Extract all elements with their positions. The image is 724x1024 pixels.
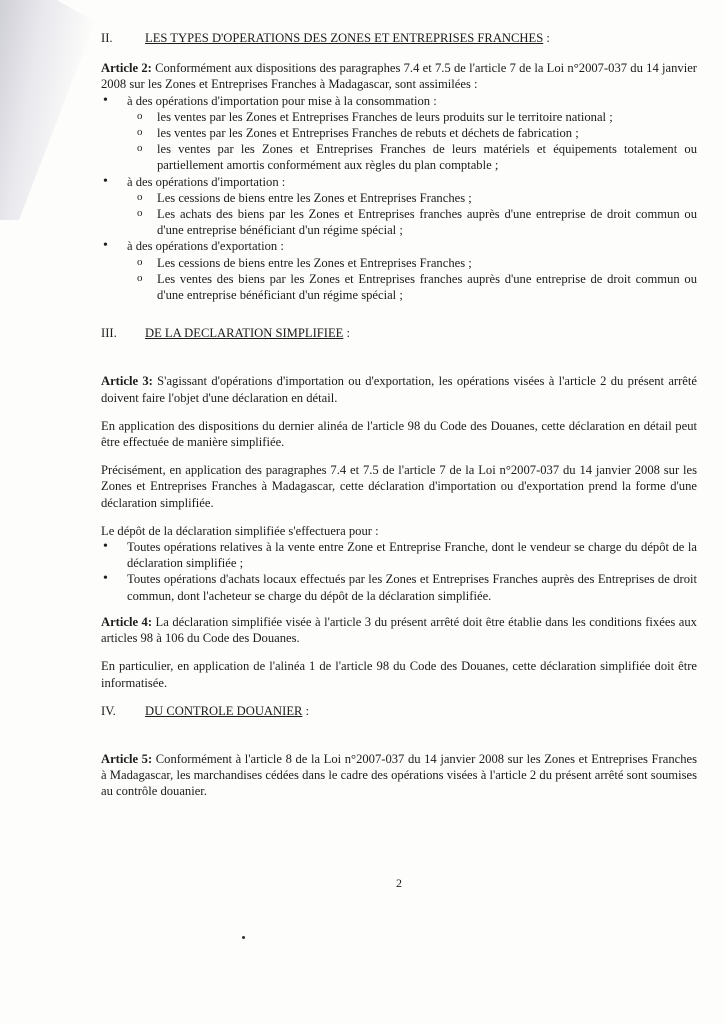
article-3-paragraph: Article 3: S'agissant d'opérations d'importation ou d'exportation, les opérations visées à l'article 2 du présent arrêté doivent faire l'objet d'une déclaration en détail. bbox=[101, 374, 697, 405]
article-4-paragraph: En particulier, en application de l'alinéa 1 de l'article 98 du Code des Douanes, cette déclaration simplifiée doit être informatisée. bbox=[101, 659, 697, 690]
article-label: Article 3: bbox=[101, 374, 153, 389]
article-3-paragraph: Le dépôt de la déclaration simplifiée s'effectuera pour : bbox=[101, 523, 379, 538]
sub-list-item: o les ventes par les Zones et Entreprises Franches de rebuts et déchets de fabrication ; bbox=[101, 125, 697, 141]
section-heading-3: III. DE LA DECLARATION SIMPLIFIEE : bbox=[101, 326, 351, 341]
sub-list-item: o Les cessions de biens entre les Zones et Entreprises Franches ; bbox=[101, 190, 697, 206]
article-4-paragraph: Article 4: La déclaration simplifiée visée à l'article 3 du présent arrêté doit être établie dans les conditions fixées aux articles 98 à 106 du Code des Douanes. bbox=[101, 614, 697, 646]
scan-speck bbox=[242, 936, 245, 939]
article-label: Article 2: bbox=[101, 61, 152, 76]
list-item: • Toutes opérations relatives à la vente entre Zone et Entreprise Franche, dont le vendeur se charge du dépôt de la déclaration simplifiée ; bbox=[101, 539, 697, 571]
article-2-intro: Article 2: Conformément aux dispositions des paragraphes 7.4 et 7.5 de l'article 7 de la Loi n°2007-037 du 14 janvier 2008 sur les Zones et Entreprises Franches à Madagascar, sont assimilées : bbox=[101, 61, 697, 92]
article-label: Article 5: bbox=[101, 751, 153, 766]
sub-list bbox=[101, 190, 697, 239]
article-5-paragraph: Article 5: Conformément à l'article 8 de la Loi n°2007-037 du 14 janvier 2008 sur les Zones et Entreprises Franches à Madagascar, les marchandises cédées dans le cadre des opérations visées à l'article 2 du présent arrêté sont soumises au contrôle douanier. bbox=[101, 751, 697, 799]
article-2-list bbox=[101, 93, 697, 304]
list-item: • Toutes opérations d'achats locaux effectués par les Zones et Entreprises Franches auprès des Entreprises de droit commun, dont l'acheteur se charge du dépôt de la déclaration simplifiée. bbox=[101, 571, 697, 603]
section-title: LES TYPES D'OPERATIONS DES ZONES ET ENTREPRISES FRANCHES bbox=[145, 31, 544, 45]
sub-list bbox=[101, 109, 697, 174]
article-3-list bbox=[101, 539, 697, 604]
list-item: • à des opérations d'importation pour mise à la consommation : o les ventes par les Zones et Entreprises Franches de leurs produits sur le territoire national ; o les ventes par les Zones et Entreprises Franches de rebuts et déchets de fabrication ; o les ventes par les Zones et Entreprises Franches de leurs matériels et équipements totalement ou partiellement amortis conformément aux règles du plan comptable ; bbox=[101, 93, 697, 174]
section-title: DE LA DECLARATION SIMPLIFIEE bbox=[145, 326, 344, 341]
article-3-paragraph: Précisément, en application des paragraphes 7.4 et 7.5 de l'article 7 de la Loi n°2007-037 du 14 janvier 2008 sur les Zones et Entreprises Franches à Madagascar, cette déclaration d'importation ou d'exportation prend la forme d'une déclaration simplifiée. bbox=[101, 463, 697, 510]
article-label: Article 4: bbox=[101, 614, 153, 629]
section-number: IV. bbox=[101, 703, 116, 718]
sub-list-item: o Les ventes des biens par les Zones et Entreprises franches auprès d'une entreprise de droit commun ou d'une entreprise bénéficiant d'un régime spécial ; bbox=[101, 271, 697, 303]
section-number: III. bbox=[101, 326, 117, 341]
document-page bbox=[101, 30, 697, 890]
article-3-paragraph: En application des dispositions du dernier alinéa de l'article 98 du Code des Douanes, cette déclaration en détail peut être effectuée de manière simplifiée. bbox=[101, 418, 697, 450]
page-number: 2 bbox=[396, 876, 402, 890]
section-number: II. bbox=[101, 31, 113, 45]
section-heading-4: IV. DU CONTROLE DOUANIER : bbox=[101, 703, 310, 718]
sub-list-item: o les ventes par les Zones et Entreprises Franches de leurs produits sur le territoire national ; bbox=[101, 109, 697, 125]
sub-list-item: o Les achats des biens par les Zones et Entreprises franches auprès d'une entreprise de droit commun ou d'une entreprise bénéficiant d'un régime spécial ; bbox=[101, 206, 697, 238]
scan-edge-shadow bbox=[0, 0, 95, 220]
section-title: DU CONTROLE DOUANIER bbox=[145, 703, 303, 718]
section-heading-2: II. LES TYPES D'OPERATIONS DES ZONES ET ENTREPRISES FRANCHES : bbox=[101, 31, 550, 45]
list-item: • à des opérations d'exportation : o Les cessions de biens entre les Zones et Entreprises Franches ; o Les ventes des biens par les Zones et Entreprises franches auprès d'une entreprise de droit commun ou d'une entreprise bénéficiant d'un régime spécial ; bbox=[101, 238, 697, 303]
sub-list-item: o Les cessions de biens entre les Zones et Entreprises Franches ; bbox=[101, 255, 697, 271]
sub-list-item: o les ventes par les Zones et Entreprises Franches de leurs matériels et équipements totalement ou partiellement amortis conformément aux règles du plan comptable ; bbox=[101, 141, 697, 173]
list-item: • à des opérations d'importation : o Les cessions de biens entre les Zones et Entreprises Franches ; o Les achats des biens par les Zones et Entreprises franches auprès d'une entreprise de droit commun ou d'une entreprise bénéficiant d'un régime spécial ; bbox=[101, 174, 697, 239]
sub-list bbox=[101, 255, 697, 304]
